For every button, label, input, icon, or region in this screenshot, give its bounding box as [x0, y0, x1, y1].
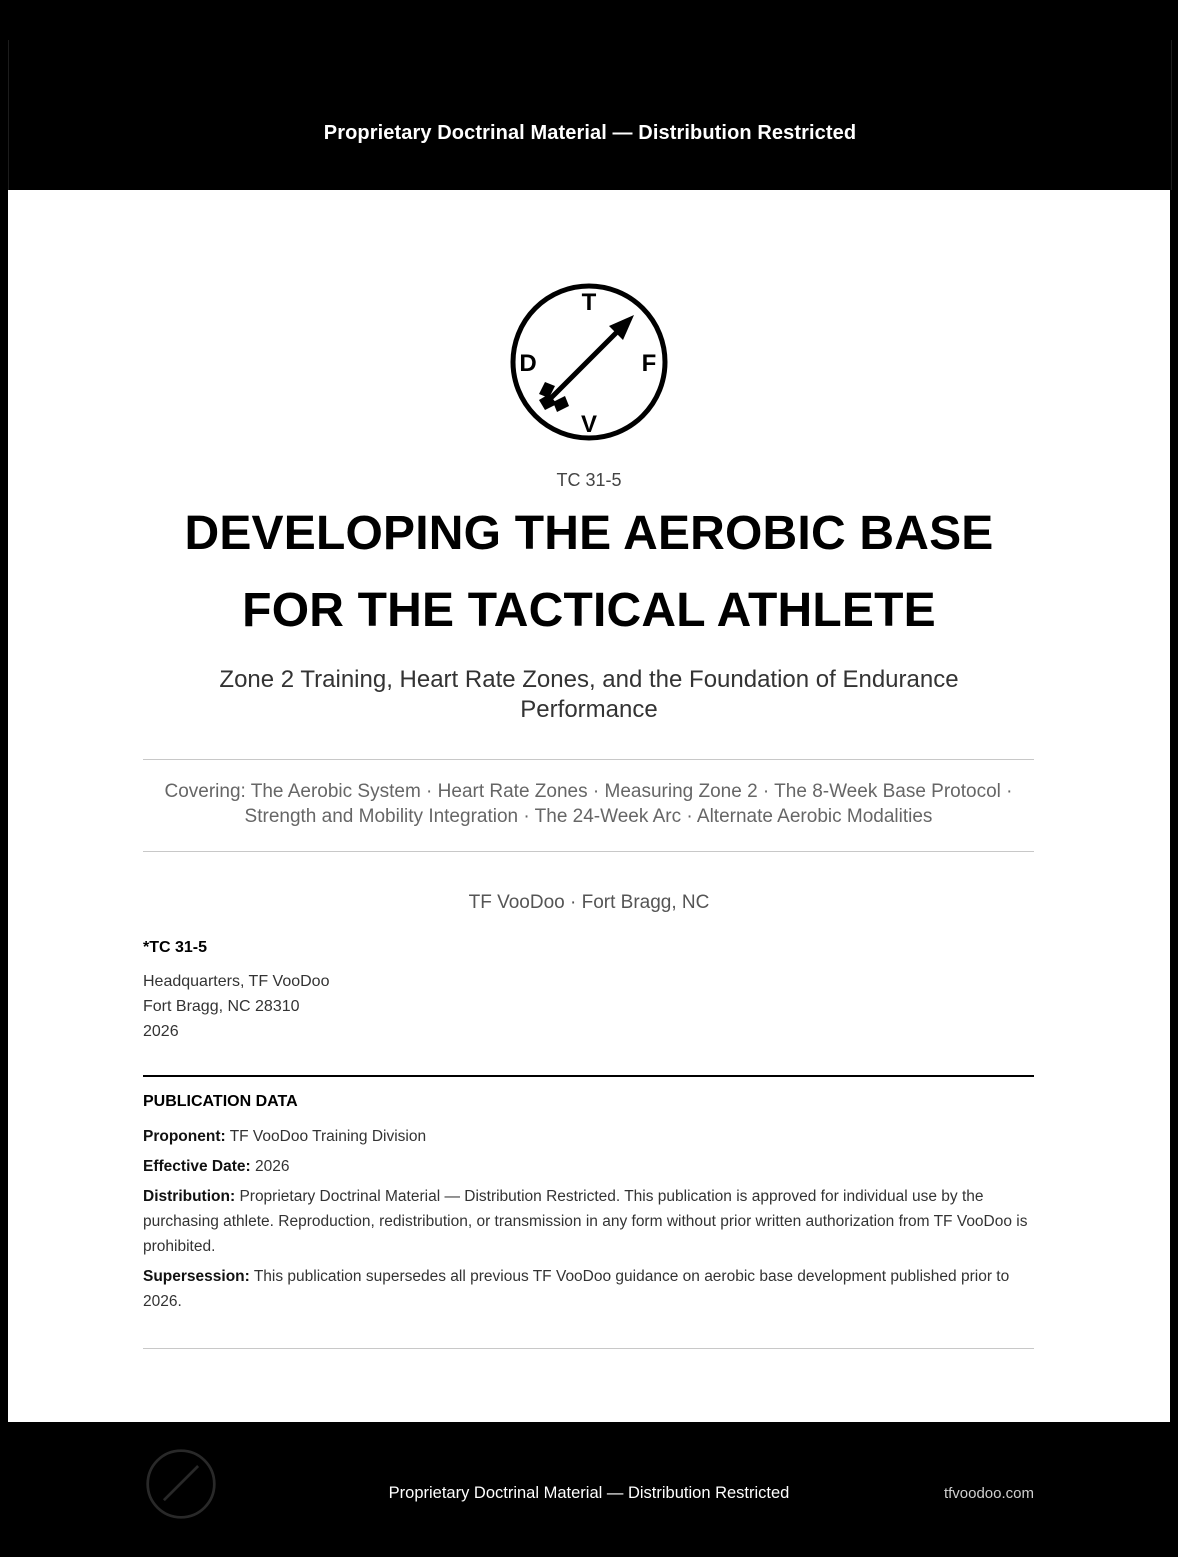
emblem-letter-left: D: [519, 350, 537, 377]
title-line-2: FOR THE TACTICAL ATHLETE: [242, 584, 936, 637]
page-footer: [8, 1422, 1170, 1557]
publication-number: TC 31-5: [556, 470, 622, 490]
subtitle: Zone 2 Training, Heart Rate Zones, and the Foundation of Endurance Performance: [219, 666, 959, 723]
distribution-value: Proprietary Doctrinal Material — Distribution Restricted. This publication is approved for individual use by the purchasing athlete. Reproduction, redistribution, or transmission in any form without prior written authorization from TF VooDoo is prohibited.: [143, 1188, 1028, 1255]
covering-topics: Covering: The Aerobic System · Heart Rate Zones · Measuring Zone 2 · The 8-Week Base Protocol · Strength and Mobility Integration · The 24-Week Arc · Alternate Aerobic Modalities: [164, 781, 1013, 827]
proponent-item: [143, 1124, 1034, 1149]
address-block: [143, 939, 329, 1044]
distribution-label: Distribution:: [143, 1188, 236, 1205]
doc-code: *TC 31-5: [143, 939, 208, 956]
organization-line: TF VooDoo · Fort Bragg, NC: [468, 892, 710, 913]
footer-text: Proprietary Doctrinal Material — Distribution Restricted: [388, 1484, 790, 1502]
footer-url-link[interactable]: tfvoodoo.com: [943, 1485, 1034, 1502]
effective-date-item: [143, 1154, 1034, 1179]
address-year: 2026: [143, 1023, 179, 1040]
divider: [143, 1348, 1034, 1349]
title-line-1: DEVELOPING THE AEROBIC BASE: [184, 507, 994, 560]
effective-date-value: 2026: [255, 1158, 290, 1175]
emblem-letter-bottom: V: [580, 411, 598, 438]
distribution-item: [143, 1184, 1034, 1259]
divider: [143, 759, 1034, 760]
publication-data-heading: PUBLICATION DATA: [143, 1093, 298, 1110]
cover-sheet: [8, 190, 1170, 1422]
proponent-value: TF VooDoo Training Division: [229, 1128, 427, 1145]
section-rule: [143, 1075, 1034, 1077]
proponent-label: Proponent:: [143, 1128, 226, 1145]
supersession-label: Supersession:: [143, 1268, 250, 1285]
emblem-letter-right: F: [641, 350, 657, 377]
emblem-letter-top: T: [581, 289, 597, 316]
address-hq: Headquarters, TF VooDoo: [143, 973, 330, 990]
effective-date-label: Effective Date:: [143, 1158, 251, 1175]
supersession-value: This publication supersedes all previous TF VooDoo guidance on aerobic base development published prior to 2026.: [143, 1268, 1010, 1310]
address-city: Fort Bragg, NC 28310: [143, 998, 300, 1015]
compass-arrow-emblem-icon: [509, 282, 669, 442]
supersession-item: [143, 1264, 1034, 1314]
divider: [143, 851, 1034, 852]
top-banner: [8, 40, 1172, 190]
publication-data: [143, 1093, 1034, 1319]
banner-text: Proprietary Doctrinal Material — Distribution Restricted: [323, 122, 857, 144]
